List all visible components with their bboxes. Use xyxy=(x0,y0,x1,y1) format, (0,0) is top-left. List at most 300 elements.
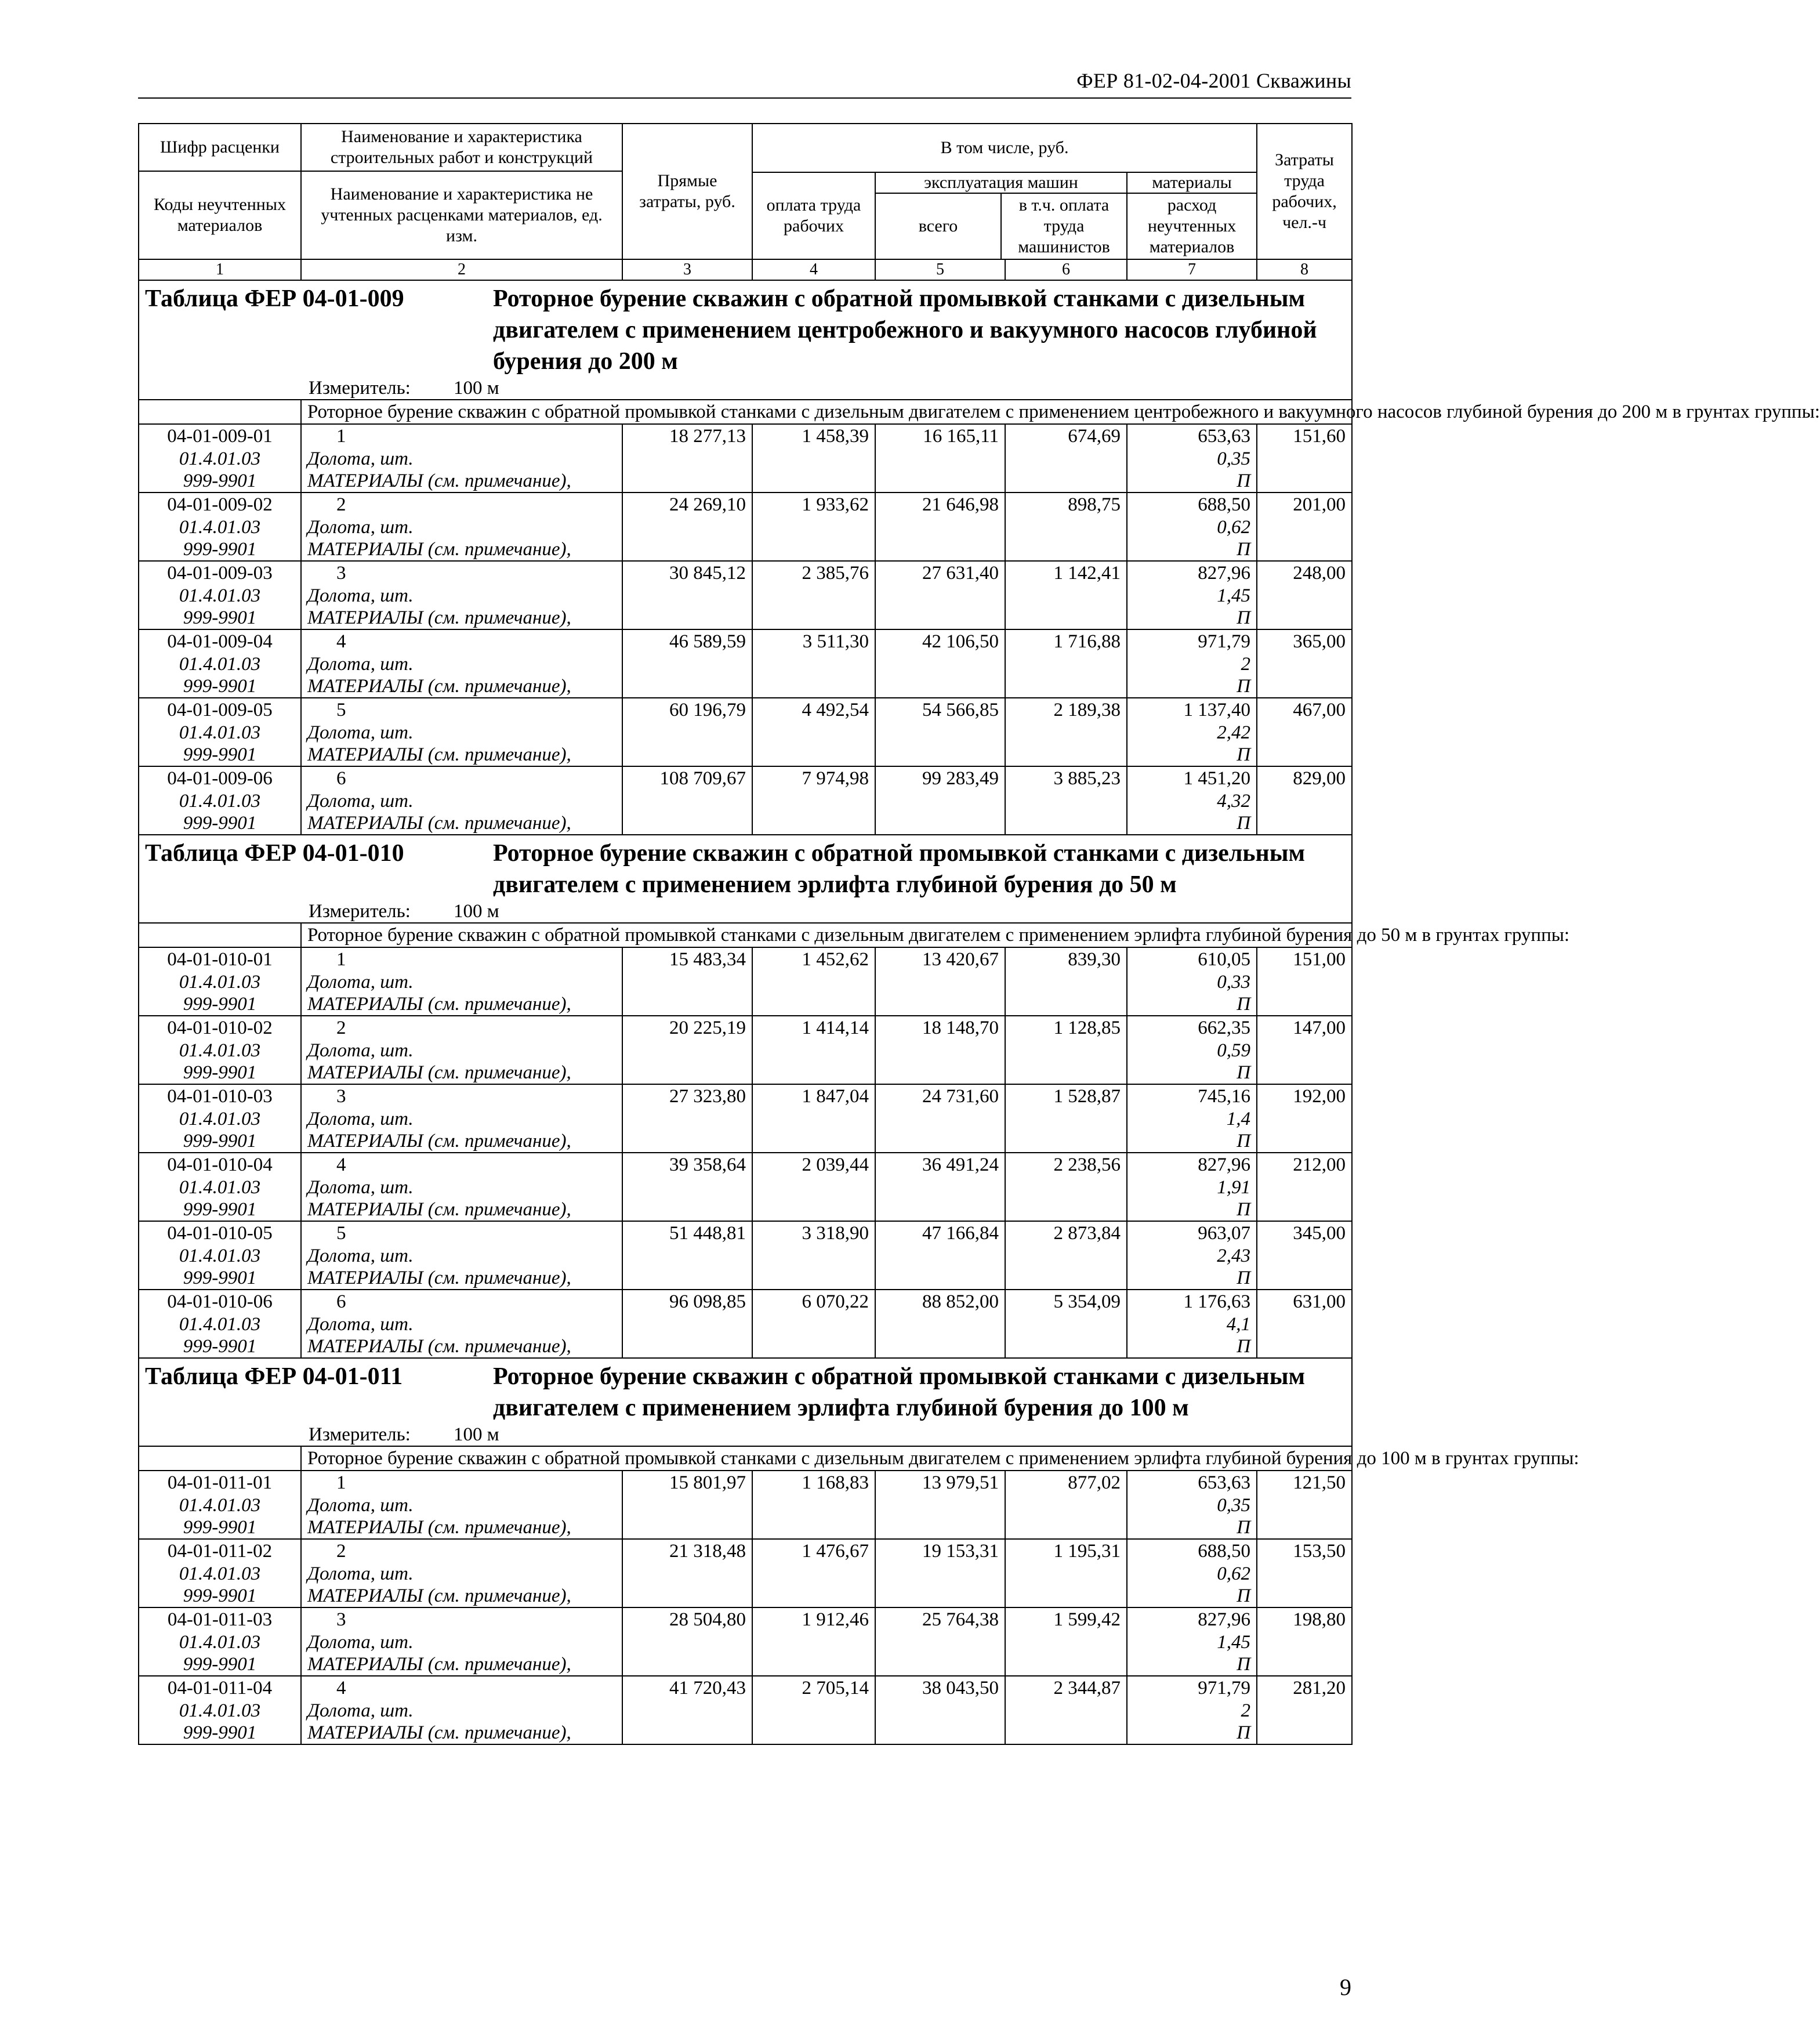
misc-material-name: МАТЕРИАЛЫ (см. примечание), xyxy=(301,607,622,629)
empty-cell xyxy=(1005,722,1127,744)
empty-cell xyxy=(752,1313,875,1335)
rate-code: 04-01-009-03 xyxy=(139,561,301,585)
empty-cell xyxy=(752,1245,875,1267)
empty-cell xyxy=(752,1062,875,1084)
rate-code: 04-01-009-06 xyxy=(139,766,301,790)
col-number: 3 xyxy=(622,259,752,280)
material-name: Долота, шт. xyxy=(301,790,622,812)
material-quantity: 0,62 xyxy=(1127,1563,1257,1585)
labor-hours: 345,00 xyxy=(1257,1221,1352,1245)
col-material-codes-header: Коды неучтенных материалов xyxy=(139,171,301,259)
soil-group: 3 xyxy=(301,1607,622,1631)
meter-label: Измеритель: xyxy=(309,901,411,922)
meter-label: Измеритель: xyxy=(309,378,411,399)
direct-costs: 28 504,80 xyxy=(622,1607,752,1631)
misc-material-name: МАТЕРИАЛЫ (см. примечание), xyxy=(301,675,622,698)
meter-line xyxy=(145,1424,1346,1446)
misc-material-code: 999-9901 xyxy=(139,1516,301,1539)
labor-hours: 281,20 xyxy=(1257,1676,1352,1700)
empty-cell xyxy=(622,1267,752,1290)
empty-cell xyxy=(622,585,752,607)
empty-cell xyxy=(1257,653,1352,675)
empty-cell xyxy=(1257,812,1352,835)
empty-cell xyxy=(622,448,752,470)
misc-material-row xyxy=(139,538,1352,561)
group-description-spacer xyxy=(139,1446,301,1471)
material-name: Долота, шт. xyxy=(301,1563,622,1585)
materials-label: материалы xyxy=(1127,173,1256,194)
empty-cell xyxy=(1257,1563,1352,1585)
empty-cell xyxy=(1257,1267,1352,1290)
material-code: 01.4.01.03 xyxy=(139,516,301,538)
empty-cell xyxy=(875,1494,1005,1516)
soil-group: 1 xyxy=(301,424,622,448)
empty-cell xyxy=(622,993,752,1016)
table-label: Таблица ФЕР 04-01-009 xyxy=(145,285,404,312)
empty-cell xyxy=(752,1516,875,1539)
empty-cell xyxy=(875,448,1005,470)
labor-hours: 829,00 xyxy=(1257,766,1352,790)
machines-total: 38 043,50 xyxy=(875,1676,1005,1700)
machines-label: эксплуатация машин xyxy=(876,173,1126,194)
machines-total: 88 852,00 xyxy=(875,1290,1005,1313)
empty-cell xyxy=(1257,585,1352,607)
empty-cell xyxy=(875,675,1005,698)
labor-hours: 365,00 xyxy=(1257,629,1352,653)
group-description-spacer xyxy=(139,400,301,424)
labor-pay: 1 476,67 xyxy=(752,1539,875,1563)
misc-material-code: 999-9901 xyxy=(139,812,301,835)
labor-pay: 3 511,30 xyxy=(752,629,875,653)
operator-pay: 674,69 xyxy=(1005,424,1127,448)
material-code: 01.4.01.03 xyxy=(139,1700,301,1722)
misc-material-name: МАТЕРИАЛЫ (см. примечание), xyxy=(301,1585,622,1607)
group-description-spacer xyxy=(139,923,301,947)
empty-cell xyxy=(1005,993,1127,1016)
machines-total: 18 148,70 xyxy=(875,1016,1005,1040)
misc-material-code: 999-9901 xyxy=(139,1198,301,1221)
soil-group: 1 xyxy=(301,947,622,971)
empty-cell xyxy=(1257,1653,1352,1676)
misc-material-code: 999-9901 xyxy=(139,607,301,629)
empty-cell xyxy=(622,1494,752,1516)
operator-pay: 1 142,41 xyxy=(1005,561,1127,585)
labor-hours: 201,00 xyxy=(1257,493,1352,516)
misc-material-row xyxy=(139,1130,1352,1153)
material-row xyxy=(139,971,1352,993)
rate-code: 04-01-009-02 xyxy=(139,493,301,516)
labor-hours: 192,00 xyxy=(1257,1084,1352,1108)
empty-cell xyxy=(622,516,752,538)
material-row xyxy=(139,1176,1352,1198)
operator-pay: 3 885,23 xyxy=(1005,766,1127,790)
empty-cell xyxy=(1257,790,1352,812)
empty-cell xyxy=(875,1585,1005,1607)
material-name: Долота, шт. xyxy=(301,1245,622,1267)
operator-pay: 839,30 xyxy=(1005,947,1127,971)
materials-cost: 827,96 xyxy=(1127,561,1257,585)
soil-group: 4 xyxy=(301,1676,622,1700)
material-quantity: 2 xyxy=(1127,1700,1257,1722)
empty-cell xyxy=(1005,607,1127,629)
material-name: Долота, шт. xyxy=(301,1108,622,1130)
direct-costs: 41 720,43 xyxy=(622,1676,752,1700)
material-row xyxy=(139,1563,1352,1585)
direct-costs: 15 801,97 xyxy=(622,1471,752,1494)
empty-cell xyxy=(1257,1198,1352,1221)
empty-cell xyxy=(622,1335,752,1358)
materials-cost: 827,96 xyxy=(1127,1153,1257,1176)
rate-row xyxy=(139,1153,1352,1176)
empty-cell xyxy=(875,538,1005,561)
rate-row xyxy=(139,1539,1352,1563)
empty-cell xyxy=(1257,1335,1352,1358)
direct-costs: 39 358,64 xyxy=(622,1153,752,1176)
material-name: Долота, шт. xyxy=(301,585,622,607)
soil-group: 6 xyxy=(301,766,622,790)
rate-code: 04-01-010-06 xyxy=(139,1290,301,1313)
labor-hours: 631,00 xyxy=(1257,1290,1352,1313)
soil-group: 5 xyxy=(301,1221,622,1245)
empty-cell xyxy=(1005,470,1127,493)
empty-cell xyxy=(1257,516,1352,538)
table-name: Роторное бурение скважин с обратной промывкой станками с дизельным двигателем с применением центробежного и вакуумного насосов глубиной бурения до 200 м xyxy=(493,285,1317,375)
material-code: 01.4.01.03 xyxy=(139,585,301,607)
labor-pay: 2 385,76 xyxy=(752,561,875,585)
material-quantity: 2,42 xyxy=(1127,722,1257,744)
misc-material-code: 999-9901 xyxy=(139,1267,301,1290)
labor-pay: 4 492,54 xyxy=(752,698,875,722)
labor-hours: 151,60 xyxy=(1257,424,1352,448)
materials-cost: 827,96 xyxy=(1127,1607,1257,1631)
soil-group: 1 xyxy=(301,1471,622,1494)
empty-cell xyxy=(752,675,875,698)
empty-cell xyxy=(752,538,875,561)
material-code: 01.4.01.03 xyxy=(139,1245,301,1267)
misc-material-quantity: П xyxy=(1127,1722,1257,1744)
misc-material-code: 999-9901 xyxy=(139,1335,301,1358)
empty-cell xyxy=(875,1516,1005,1539)
operator-pay: 898,75 xyxy=(1005,493,1127,516)
material-code: 01.4.01.03 xyxy=(139,1563,301,1585)
labor-pay: 3 318,90 xyxy=(752,1221,875,1245)
empty-cell xyxy=(875,790,1005,812)
soil-group: 4 xyxy=(301,1153,622,1176)
empty-cell xyxy=(752,585,875,607)
empty-cell xyxy=(752,812,875,835)
empty-cell xyxy=(752,971,875,993)
empty-cell xyxy=(875,1176,1005,1198)
materials-cost: 610,05 xyxy=(1127,947,1257,971)
col-work-name-header: Наименование и характеристика строительных работ и конструкций xyxy=(301,124,622,171)
empty-cell xyxy=(752,448,875,470)
direct-costs: 27 323,80 xyxy=(622,1084,752,1108)
soil-group: 4 xyxy=(301,629,622,653)
labor-pay: 7 974,98 xyxy=(752,766,875,790)
material-quantity: 1,91 xyxy=(1127,1176,1257,1198)
machines-total: 13 420,67 xyxy=(875,947,1005,971)
machines-total: 47 166,84 xyxy=(875,1221,1005,1245)
rate-code: 04-01-011-04 xyxy=(139,1676,301,1700)
rate-row xyxy=(139,1607,1352,1631)
empty-cell xyxy=(875,470,1005,493)
soil-group: 5 xyxy=(301,698,622,722)
empty-cell xyxy=(1005,790,1127,812)
empty-cell xyxy=(1005,1563,1127,1585)
empty-cell xyxy=(875,812,1005,835)
operator-pay: 1 128,85 xyxy=(1005,1016,1127,1040)
misc-material-quantity: П xyxy=(1127,607,1257,629)
empty-cell xyxy=(752,790,875,812)
table-title-cell xyxy=(139,280,1352,400)
empty-cell xyxy=(1257,1062,1352,1084)
misc-material-name: МАТЕРИАЛЫ (см. примечание), xyxy=(301,1653,622,1676)
meter-value: 100 м xyxy=(454,901,499,922)
labor-hours: 198,80 xyxy=(1257,1607,1352,1631)
empty-cell xyxy=(752,1563,875,1585)
empty-cell xyxy=(875,1267,1005,1290)
misc-material-row xyxy=(139,1198,1352,1221)
empty-cell xyxy=(875,1245,1005,1267)
materials-cost: 688,50 xyxy=(1127,1539,1257,1563)
col-machines-header xyxy=(875,172,1127,259)
misc-material-code: 999-9901 xyxy=(139,1653,301,1676)
header-rule xyxy=(138,97,1351,99)
misc-material-quantity: П xyxy=(1127,812,1257,835)
machines-total: 16 165,11 xyxy=(875,424,1005,448)
rate-row xyxy=(139,947,1352,971)
empty-cell xyxy=(752,1722,875,1744)
machines-total: 25 764,38 xyxy=(875,1607,1005,1631)
table-title-row xyxy=(139,835,1352,923)
misc-material-quantity: П xyxy=(1127,993,1257,1016)
empty-cell xyxy=(1257,1494,1352,1516)
empty-cell xyxy=(875,1198,1005,1221)
material-code: 01.4.01.03 xyxy=(139,722,301,744)
empty-cell xyxy=(1257,538,1352,561)
rate-code: 04-01-009-05 xyxy=(139,698,301,722)
labor-pay: 1 168,83 xyxy=(752,1471,875,1494)
labor-pay: 1 847,04 xyxy=(752,1084,875,1108)
empty-cell xyxy=(875,653,1005,675)
material-quantity: 0,35 xyxy=(1127,1494,1257,1516)
rate-row xyxy=(139,493,1352,516)
misc-material-row xyxy=(139,1722,1352,1744)
empty-cell xyxy=(622,1585,752,1607)
empty-cell xyxy=(875,1313,1005,1335)
empty-cell xyxy=(752,470,875,493)
material-code: 01.4.01.03 xyxy=(139,790,301,812)
empty-cell xyxy=(752,722,875,744)
material-row xyxy=(139,1040,1352,1062)
misc-material-quantity: П xyxy=(1127,538,1257,561)
col-number: 4 xyxy=(752,259,875,280)
empty-cell xyxy=(1005,1516,1127,1539)
col-labor-pay-header: оплата труда рабочих xyxy=(752,172,875,259)
material-row xyxy=(139,653,1352,675)
labor-pay: 2 705,14 xyxy=(752,1676,875,1700)
misc-material-code: 999-9901 xyxy=(139,1722,301,1744)
direct-costs: 30 845,12 xyxy=(622,561,752,585)
labor-pay: 1 414,14 xyxy=(752,1016,875,1040)
group-description-row xyxy=(139,923,1352,947)
col-number: 1 xyxy=(139,259,301,280)
meter-label: Измеритель: xyxy=(309,1424,411,1445)
misc-material-row xyxy=(139,1267,1352,1290)
empty-cell xyxy=(875,1722,1005,1744)
material-row xyxy=(139,1245,1352,1267)
machines-total: 42 106,50 xyxy=(875,629,1005,653)
group-description-row xyxy=(139,400,1352,424)
labor-hours: 212,00 xyxy=(1257,1153,1352,1176)
empty-cell xyxy=(752,607,875,629)
empty-cell xyxy=(875,722,1005,744)
material-row xyxy=(139,790,1352,812)
operator-pay: 2 238,56 xyxy=(1005,1153,1127,1176)
empty-cell xyxy=(1005,1722,1127,1744)
labor-pay: 1 933,62 xyxy=(752,493,875,516)
misc-material-row xyxy=(139,993,1352,1016)
direct-costs: 15 483,34 xyxy=(622,947,752,971)
misc-material-quantity: П xyxy=(1127,1198,1257,1221)
labor-hours: 151,00 xyxy=(1257,947,1352,971)
material-name: Долота, шт. xyxy=(301,653,622,675)
misc-material-code: 999-9901 xyxy=(139,675,301,698)
misc-material-row xyxy=(139,812,1352,835)
empty-cell xyxy=(1257,1700,1352,1722)
machines-total: 36 491,24 xyxy=(875,1153,1005,1176)
misc-material-quantity: П xyxy=(1127,744,1257,766)
labor-hours: 121,50 xyxy=(1257,1471,1352,1494)
labor-pay: 1 912,46 xyxy=(752,1607,875,1631)
machines-total: 21 646,98 xyxy=(875,493,1005,516)
material-row xyxy=(139,1700,1352,1722)
empty-cell xyxy=(622,790,752,812)
materials-cost: 653,63 xyxy=(1127,424,1257,448)
rate-row xyxy=(139,629,1352,653)
table-body xyxy=(139,280,1820,1744)
operator-pay: 1 716,88 xyxy=(1005,629,1127,653)
operator-pay: 5 354,09 xyxy=(1005,1290,1127,1313)
material-quantity: 1,45 xyxy=(1127,1631,1257,1653)
rate-row xyxy=(139,1676,1352,1700)
empty-cell xyxy=(752,1585,875,1607)
machines-total: 27 631,40 xyxy=(875,561,1005,585)
material-code: 01.4.01.03 xyxy=(139,971,301,993)
materials-cost: 688,50 xyxy=(1127,493,1257,516)
col-number: 2 xyxy=(301,259,622,280)
rate-code: 04-01-010-04 xyxy=(139,1153,301,1176)
table-title-block xyxy=(145,1359,1346,1424)
empty-cell xyxy=(622,1516,752,1539)
rate-row xyxy=(139,1471,1352,1494)
empty-cell xyxy=(622,607,752,629)
misc-material-quantity: П xyxy=(1127,1335,1257,1358)
misc-material-quantity: П xyxy=(1127,1062,1257,1084)
empty-cell xyxy=(1005,1176,1127,1198)
labor-pay: 6 070,22 xyxy=(752,1290,875,1313)
misc-material-row xyxy=(139,1335,1352,1358)
misc-material-name: МАТЕРИАЛЫ (см. примечание), xyxy=(301,993,622,1016)
materials-cost: 1 176,63 xyxy=(1127,1290,1257,1313)
machines-total: 19 153,31 xyxy=(875,1539,1005,1563)
empty-cell xyxy=(752,1176,875,1198)
material-quantity: 0,59 xyxy=(1127,1040,1257,1062)
empty-cell xyxy=(1005,1585,1127,1607)
empty-cell xyxy=(622,744,752,766)
empty-cell xyxy=(752,1040,875,1062)
direct-costs: 20 225,19 xyxy=(622,1016,752,1040)
misc-material-name: МАТЕРИАЛЫ (см. примечание), xyxy=(301,1062,622,1084)
misc-material-name: МАТЕРИАЛЫ (см. примечание), xyxy=(301,1722,622,1744)
operator-pay: 2 873,84 xyxy=(1005,1221,1127,1245)
materials-cost: 745,16 xyxy=(1127,1084,1257,1108)
empty-cell xyxy=(1005,516,1127,538)
empty-cell xyxy=(875,1631,1005,1653)
empty-cell xyxy=(1005,675,1127,698)
empty-cell xyxy=(1005,1108,1127,1130)
empty-cell xyxy=(1005,1313,1127,1335)
empty-cell xyxy=(622,1700,752,1722)
rate-row xyxy=(139,1016,1352,1040)
empty-cell xyxy=(752,1198,875,1221)
meter-line xyxy=(145,900,1346,922)
misc-material-quantity: П xyxy=(1127,675,1257,698)
operator-pay: 877,02 xyxy=(1005,1471,1127,1494)
soil-group: 3 xyxy=(301,561,622,585)
empty-cell xyxy=(1005,1653,1127,1676)
operator-pay: 1 528,87 xyxy=(1005,1084,1127,1108)
rate-code: 04-01-009-04 xyxy=(139,629,301,653)
misc-material-row xyxy=(139,1516,1352,1539)
material-row xyxy=(139,516,1352,538)
misc-material-code: 999-9901 xyxy=(139,538,301,561)
empty-cell xyxy=(1257,1516,1352,1539)
misc-material-name: МАТЕРИАЛЫ (см. примечание), xyxy=(301,1335,622,1358)
direct-costs: 96 098,85 xyxy=(622,1290,752,1313)
misc-material-name: МАТЕРИАЛЫ (см. примечание), xyxy=(301,1267,622,1290)
empty-cell xyxy=(1257,448,1352,470)
soil-group: 3 xyxy=(301,1084,622,1108)
operator-pay: 2 344,87 xyxy=(1005,1676,1127,1700)
empty-cell xyxy=(875,1040,1005,1062)
empty-cell xyxy=(1005,1631,1127,1653)
misc-material-code: 999-9901 xyxy=(139,1585,301,1607)
misc-material-name: МАТЕРИАЛЫ (см. примечание), xyxy=(301,1198,622,1221)
materials-cost: 971,79 xyxy=(1127,1676,1257,1700)
material-row xyxy=(139,585,1352,607)
empty-cell xyxy=(1257,1245,1352,1267)
machines-total: 13 979,51 xyxy=(875,1471,1005,1494)
rate-code: 04-01-010-03 xyxy=(139,1084,301,1108)
empty-cell xyxy=(752,1335,875,1358)
meter-line xyxy=(145,377,1346,399)
machines-total: 24 731,60 xyxy=(875,1084,1005,1108)
empty-cell xyxy=(875,585,1005,607)
material-row xyxy=(139,1313,1352,1335)
col-number: 6 xyxy=(1005,259,1127,280)
empty-cell xyxy=(1005,744,1127,766)
empty-cell xyxy=(875,971,1005,993)
rate-code: 04-01-010-05 xyxy=(139,1221,301,1245)
material-quantity: 2 xyxy=(1127,653,1257,675)
direct-costs: 18 277,13 xyxy=(622,424,752,448)
material-name: Долота, шт. xyxy=(301,1494,622,1516)
material-quantity: 4,1 xyxy=(1127,1313,1257,1335)
material-code: 01.4.01.03 xyxy=(139,1108,301,1130)
col-material-names-header: Наименование и характеристика не учтенных расценками материалов, ед. изм. xyxy=(301,171,622,259)
empty-cell xyxy=(875,1108,1005,1130)
